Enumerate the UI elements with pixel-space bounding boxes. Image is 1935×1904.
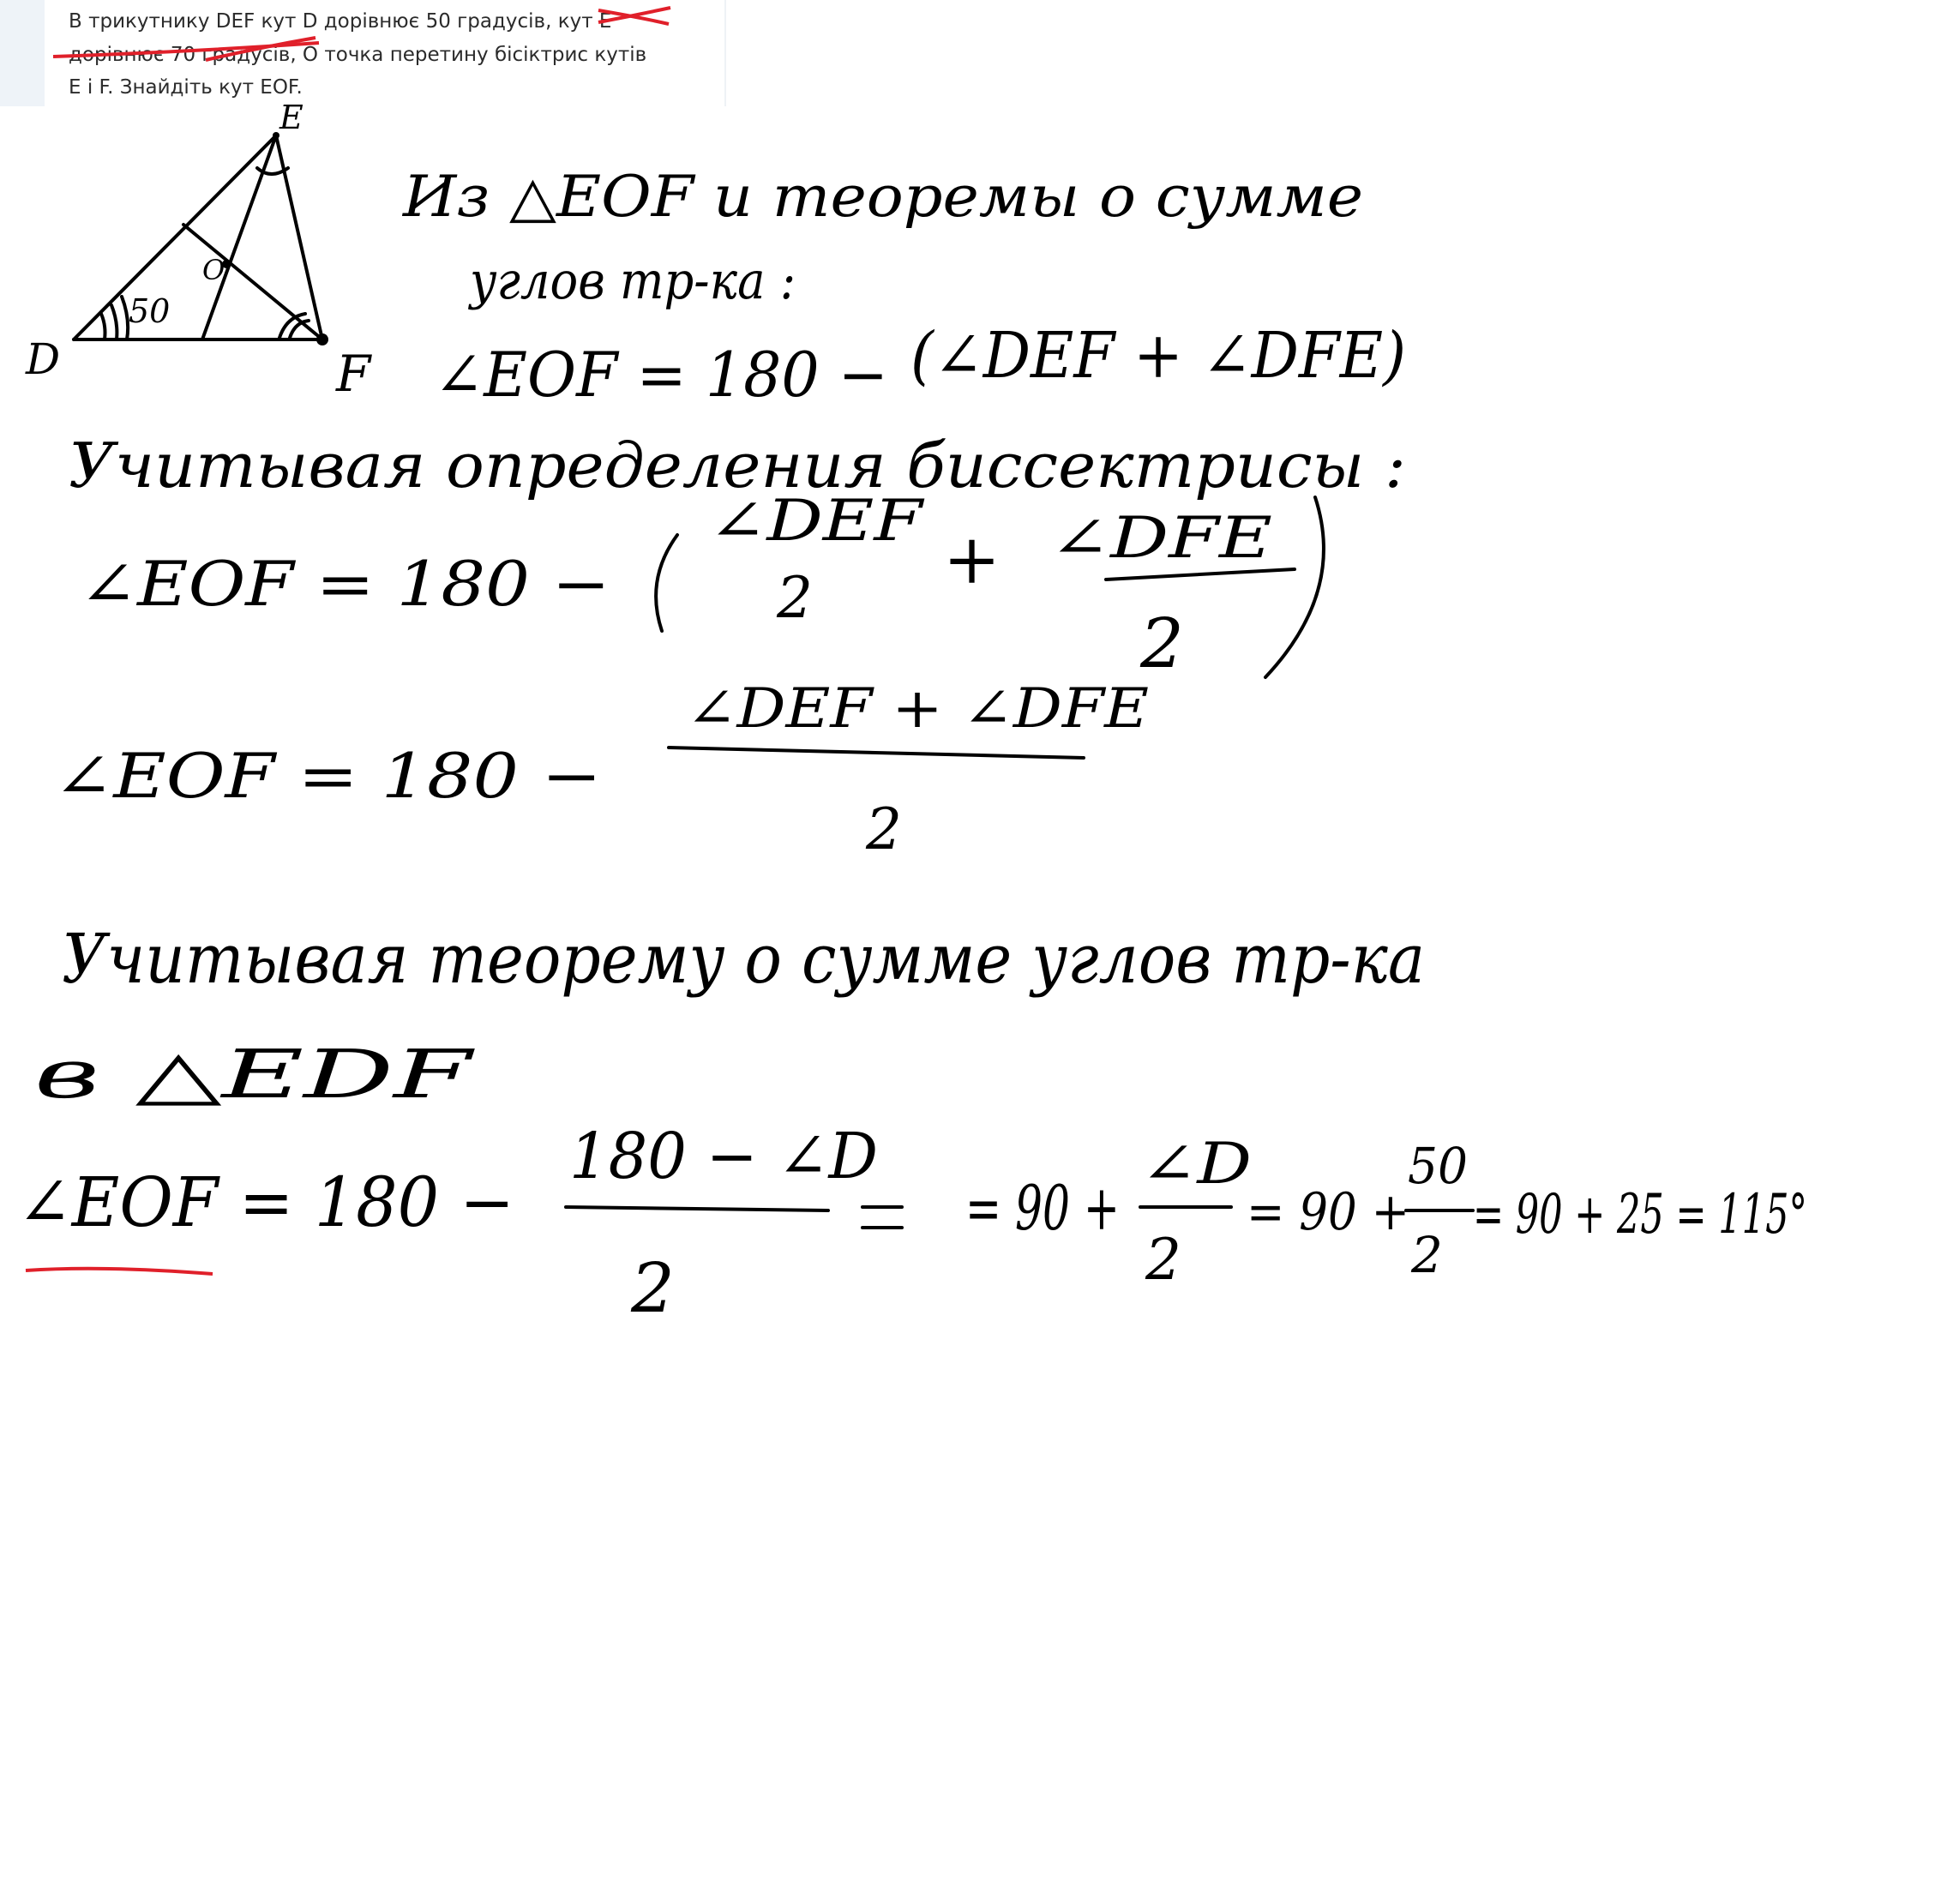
eq2-frac2-den: 2: [1140, 604, 1184, 683]
bisector-e: [202, 135, 276, 339]
angle-d-arc-1: [101, 314, 105, 339]
eq2-close-paren: [1265, 497, 1324, 677]
problem-line2-b: , О точка перетину бісіктрис кутів: [290, 43, 647, 66]
side-de: [74, 135, 276, 339]
eq3-frac-bar: [669, 748, 1084, 758]
label-angle-d: 50: [129, 292, 171, 330]
eq1-right: (∠DEF + ∠DFE): [910, 319, 1406, 393]
angle-d-arc-3: [122, 297, 128, 339]
eq4-tail: = 90 + 25 = 115°: [1473, 1183, 1807, 1246]
point-e-dot: [273, 132, 279, 139]
solution-line5: в △EDF: [34, 1036, 476, 1114]
problem-struck-1: кут E: [557, 10, 612, 33]
problem-struck-2: дорівнює 70 градусів: [69, 43, 291, 66]
label-f: F: [336, 345, 371, 403]
eq2-frac2-num: ∠DFE: [1049, 505, 1272, 571]
point-f-dot: [316, 333, 328, 345]
eq2-left: ∠EOF = 180 −: [79, 548, 610, 620]
eq4-mid: = 90 +: [965, 1172, 1120, 1244]
eq2-frac1-num: ∠DEF: [708, 488, 925, 554]
answer-underline: [26, 1269, 213, 1274]
solution-line4: Учитывая теорему о сумме углов тр-ка: [62, 919, 1425, 999]
eq1-left: ∠EOF = 180 −: [434, 339, 888, 411]
eq4-frac2-num: ∠D: [1140, 1131, 1252, 1197]
angle-f-arc-2: [290, 321, 309, 338]
eq4-frac-bar: [566, 1207, 828, 1210]
angle-d-arc-2: [111, 305, 117, 339]
solution-line3: Учитывая определения биссектрисы :: [69, 429, 1406, 502]
solution-line1: Из △EOF и теоремы о сумме: [401, 164, 1364, 230]
eq2-open-paren: [656, 535, 677, 631]
eq3-num: ∠DEF + ∠DFE: [686, 677, 1149, 741]
strike-mark-1: [598, 8, 670, 22]
eq3-den: 2: [866, 796, 902, 862]
eq2-plus: +: [943, 520, 1001, 599]
eq3-left: ∠EOF = 180 −: [53, 740, 602, 812]
eq4-mid2: = 90 +: [1247, 1182, 1409, 1242]
eq4-left: ∠EOF = 180 −: [17, 1162, 514, 1242]
eq4-frac3-den: 2: [1411, 1226, 1443, 1284]
problem-line3: E і F. Знайдіть кут EOF.: [69, 76, 303, 99]
eq4-frac2-den: 2: [1145, 1227, 1181, 1293]
triangle-figure: [25, 99, 372, 403]
label-e: E: [279, 99, 303, 136]
label-d: D: [26, 334, 61, 384]
solution-line2: углов тр-ка :: [467, 251, 796, 311]
eq2-frac1-den: 2: [777, 565, 813, 631]
eq4-frac3-num: 50: [1408, 1137, 1468, 1195]
label-o: O: [202, 254, 225, 286]
eq4-frac-den: 2: [631, 1248, 675, 1328]
eq4-frac-num: 180 − ∠D: [569, 1120, 878, 1193]
problem-line1-a: В трикутнику DEF кут D дорівнює 50 градусів,: [69, 10, 558, 33]
